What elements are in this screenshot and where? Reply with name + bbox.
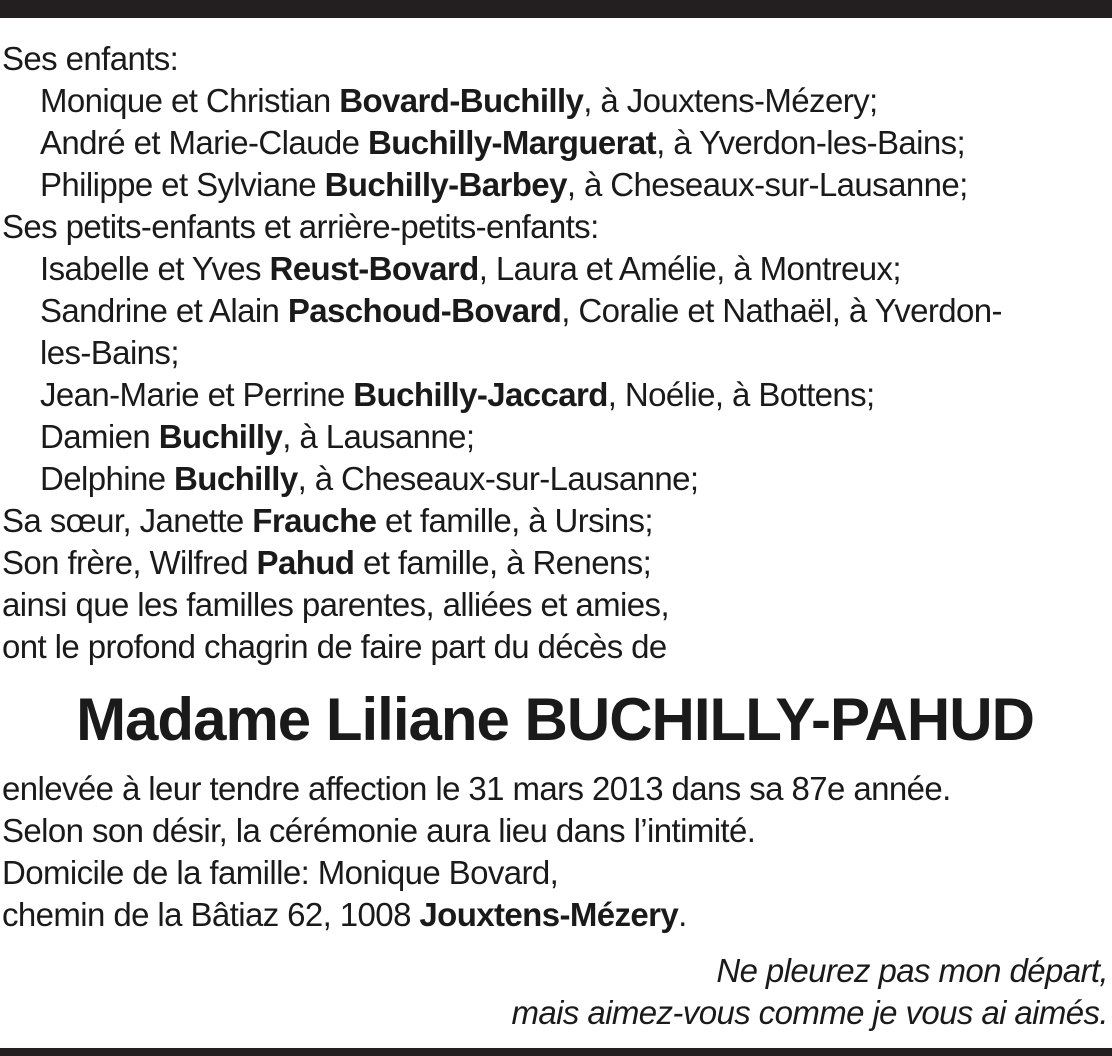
bottom-rule: [0, 1048, 1112, 1056]
announcement-line: ont le profond chagrin de faire part du décès de: [2, 628, 667, 665]
quote-line: Ne pleurez pas mon départ,: [716, 952, 1108, 989]
grandchild-entry: Jean-Marie et Perrine Buchilly-Jaccard, Noélie, à Bottens;: [40, 376, 875, 413]
grandchild-entry: Damien Buchilly, à Lausanne;: [40, 418, 475, 455]
quote-line: mais aimez-vous comme je vous ai aimés.: [511, 994, 1108, 1031]
sister-entry: Sa sœur, Janette Frauche et famille, à Ursins;: [2, 502, 654, 539]
address-line: chemin de la Bâtiaz 62, 1008 Jouxtens-Mézery.: [2, 896, 687, 933]
grandchildren-heading: Ses petits-enfants et arrière-petits-enfants:: [2, 208, 599, 245]
grandchild-entry: Delphine Buchilly, à Cheseaux-sur-Lausanne;: [40, 460, 699, 497]
grandchild-entry: Isabelle et Yves Reust-Bovard, Laura et Amélie, à Montreux;: [40, 250, 901, 287]
brother-entry: Son frère, Wilfred Pahud et famille, à Renens;: [2, 544, 652, 581]
detail-line: Selon son désir, la cérémonie aura lieu dans l’intimité.: [2, 812, 756, 849]
grandchild-entry: Sandrine et Alain Paschoud-Bovard, Coralie et Nathaël, à Yverdon-: [40, 292, 1002, 329]
obituary-notice: [2, 38, 1108, 936]
deceased-name: Madame Liliane BUCHILLY-PAHUD: [76, 686, 1034, 753]
families-line: ainsi que les familles parentes, alliées et amies,: [2, 586, 670, 623]
detail-line: Domicile de la famille: Monique Bovard,: [2, 854, 559, 891]
child-entry: Monique et Christian Bovard-Buchilly, à Jouxtens-Mézery;: [40, 82, 878, 119]
child-entry: Philippe et Sylviane Buchilly-Barbey, à Cheseaux-sur-Lausanne;: [40, 166, 968, 203]
child-entry: André et Marie-Claude Buchilly-Marguerat, à Yverdon-les-Bains;: [40, 124, 966, 161]
children-heading: Ses enfants:: [2, 40, 179, 77]
grandchild-entry-continuation: les-Bains;: [40, 334, 179, 371]
detail-line: enlevée à leur tendre affection le 31 mars 2013 dans sa 87e année.: [2, 770, 951, 807]
top-rule: [0, 0, 1112, 18]
